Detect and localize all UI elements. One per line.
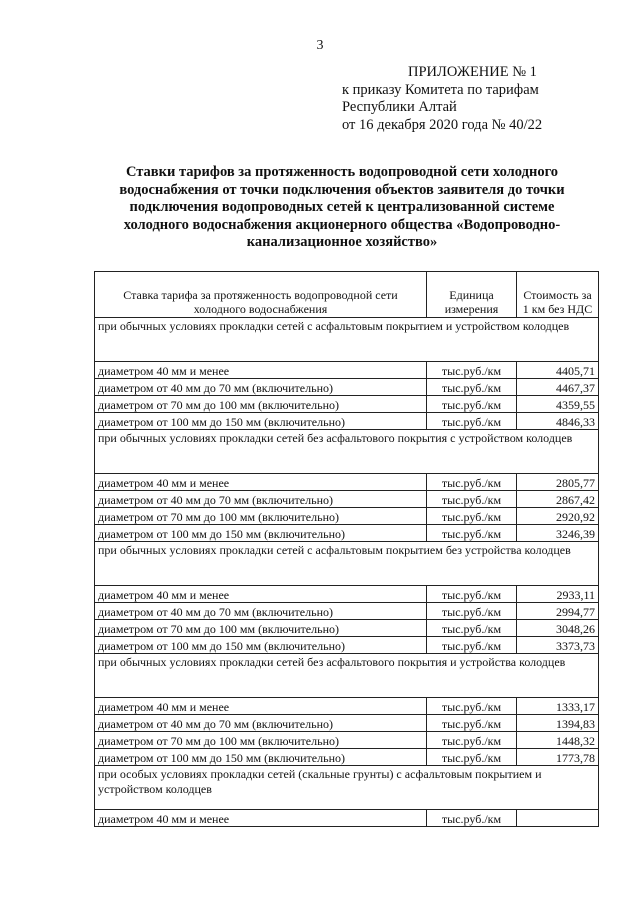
title-line: Ставки тарифов за протяженность водопроводной сети холодного [125,164,559,180]
diameter-cell: диаметром от 100 мм до 150 мм (включительно) [95,525,427,542]
appendix-line-region: Республики Алтай [342,99,457,115]
diameter-cell: диаметром 40 мм и менее [95,474,427,491]
diameter-cell: диаметром 40 мм и менее [95,362,427,379]
unit-cell: тыс.руб./км [427,698,517,715]
diameter-cell: диаметром от 100 мм до 150 мм (включительно) [95,413,427,430]
section-title: при обычных условиях прокладки сетей без асфальтового покрытия и устройства колодцев [95,654,599,698]
table-row [95,491,599,508]
section-title: при обычных условиях прокладки сетей без асфальтового покрытия с устройством колодцев [95,430,599,474]
unit-cell: тыс.руб./км [427,810,517,827]
price-cell: 3246,39 [517,525,599,542]
unit-cell: тыс.руб./км [427,508,517,525]
document-title [90,164,594,252]
table-row [95,379,599,396]
section-title: при особых условиях прокладки сетей (скальные грунты) с асфальтовым покрытием и устройством колодцев [95,766,599,810]
diameter-cell: диаметром от 70 мм до 100 мм (включительно) [95,396,427,413]
title-line: канализационное хозяйство» [246,234,438,251]
table-row [95,525,599,542]
title-line: холодного водоснабжения акционерного общества «Водопроводно- [123,216,561,233]
diameter-cell: диаметром от 40 мм до 70 мм (включительно) [95,603,427,620]
unit-cell: тыс.руб./км [427,732,517,749]
price-cell: 1773,78 [517,749,599,766]
unit-cell: тыс.руб./км [427,413,517,430]
header-unit: Единица измерения [427,272,517,318]
unit-cell: тыс.руб./км [427,396,517,413]
table-row [95,603,599,620]
table-header-row [95,272,599,318]
unit-cell: тыс.руб./км [427,379,517,396]
price-cell: 2920,92 [517,508,599,525]
table-row [95,698,599,715]
unit-cell: тыс.руб./км [427,620,517,637]
tariff-table [94,271,599,827]
unit-cell: тыс.руб./км [427,525,517,542]
appendix-title: ПРИЛОЖЕНИЕ № 1 [408,64,537,80]
unit-cell: тыс.руб./км [427,491,517,508]
appendix-line-date: от 16 декабря 2020 года № 40/22 [342,116,543,133]
unit-cell: тыс.руб./км [427,603,517,620]
price-cell: 2933,11 [517,586,599,603]
table-row [95,474,599,491]
price-cell: 2867,42 [517,491,599,508]
diameter-cell: диаметром от 70 мм до 100 мм (включительно) [95,620,427,637]
diameter-cell: диаметром от 40 мм до 70 мм (включительно) [95,491,427,508]
price-cell: 3048,26 [517,620,599,637]
diameter-cell: диаметром от 70 мм до 100 мм (включительно) [95,508,427,525]
unit-cell: тыс.руб./км [427,637,517,654]
price-cell: 2994,77 [517,603,599,620]
table-row [95,715,599,732]
table-row [95,586,599,603]
price-cell: 4359,55 [517,396,599,413]
appendix-line-order: к приказу Комитета по тарифам [342,81,539,98]
diameter-cell: диаметром от 40 мм до 70 мм (включительно) [95,715,427,732]
price-cell: 1333,17 [517,698,599,715]
table-row [95,620,599,637]
header-rate: Ставка тарифа за протяженность водопроводной сети холодного водоснабжения [95,272,427,318]
diameter-cell: диаметром 40 мм и менее [95,586,427,603]
table-row [95,413,599,430]
price-cell: 3373,73 [517,637,599,654]
table-row [95,396,599,413]
price-cell: 1448,32 [517,732,599,749]
section-title: при обычных условиях прокладки сетей с асфальтовым покрытием без устройства колодцев [95,542,599,586]
section-row [95,430,599,474]
diameter-cell: диаметром 40 мм и менее [95,810,427,827]
diameter-cell: диаметром 40 мм и менее [95,698,427,715]
price-cell: 4467,37 [517,379,599,396]
table-row [95,749,599,766]
section-row [95,318,599,362]
header-cost: Стоимость за 1 км без НДС [517,272,599,318]
unit-cell: тыс.руб./км [427,749,517,766]
unit-cell: тыс.руб./км [427,474,517,491]
section-row [95,654,599,698]
price-cell: 1394,83 [517,715,599,732]
table-row [95,508,599,525]
table-row [95,732,599,749]
price-cell: 2805,77 [517,474,599,491]
diameter-cell: диаметром от 40 мм до 70 мм (включительно) [95,379,427,396]
page-number: 3 [316,38,324,53]
price-cell [517,810,599,827]
price-cell: 4405,71 [517,362,599,379]
unit-cell: тыс.руб./км [427,362,517,379]
table-row [95,637,599,654]
table-row [95,810,599,827]
title-line: водоснабжения от точки подключения объектов заявителя до точки [119,181,565,198]
diameter-cell: диаметром от 100 мм до 150 мм (включительно) [95,637,427,654]
diameter-cell: диаметром от 100 мм до 150 мм (включительно) [95,749,427,766]
section-row [95,542,599,586]
section-title: при обычных условиях прокладки сетей с асфальтовым покрытием и устройством колодцев [95,318,599,362]
section-row [95,766,599,810]
title-line: подключения водопроводных сетей к централизованной системе [129,199,555,216]
diameter-cell: диаметром от 70 мм до 100 мм (включительно) [95,732,427,749]
appendix-block [342,64,542,134]
table-row [95,362,599,379]
unit-cell: тыс.руб./км [427,715,517,732]
price-cell: 4846,33 [517,413,599,430]
unit-cell: тыс.руб./км [427,586,517,603]
